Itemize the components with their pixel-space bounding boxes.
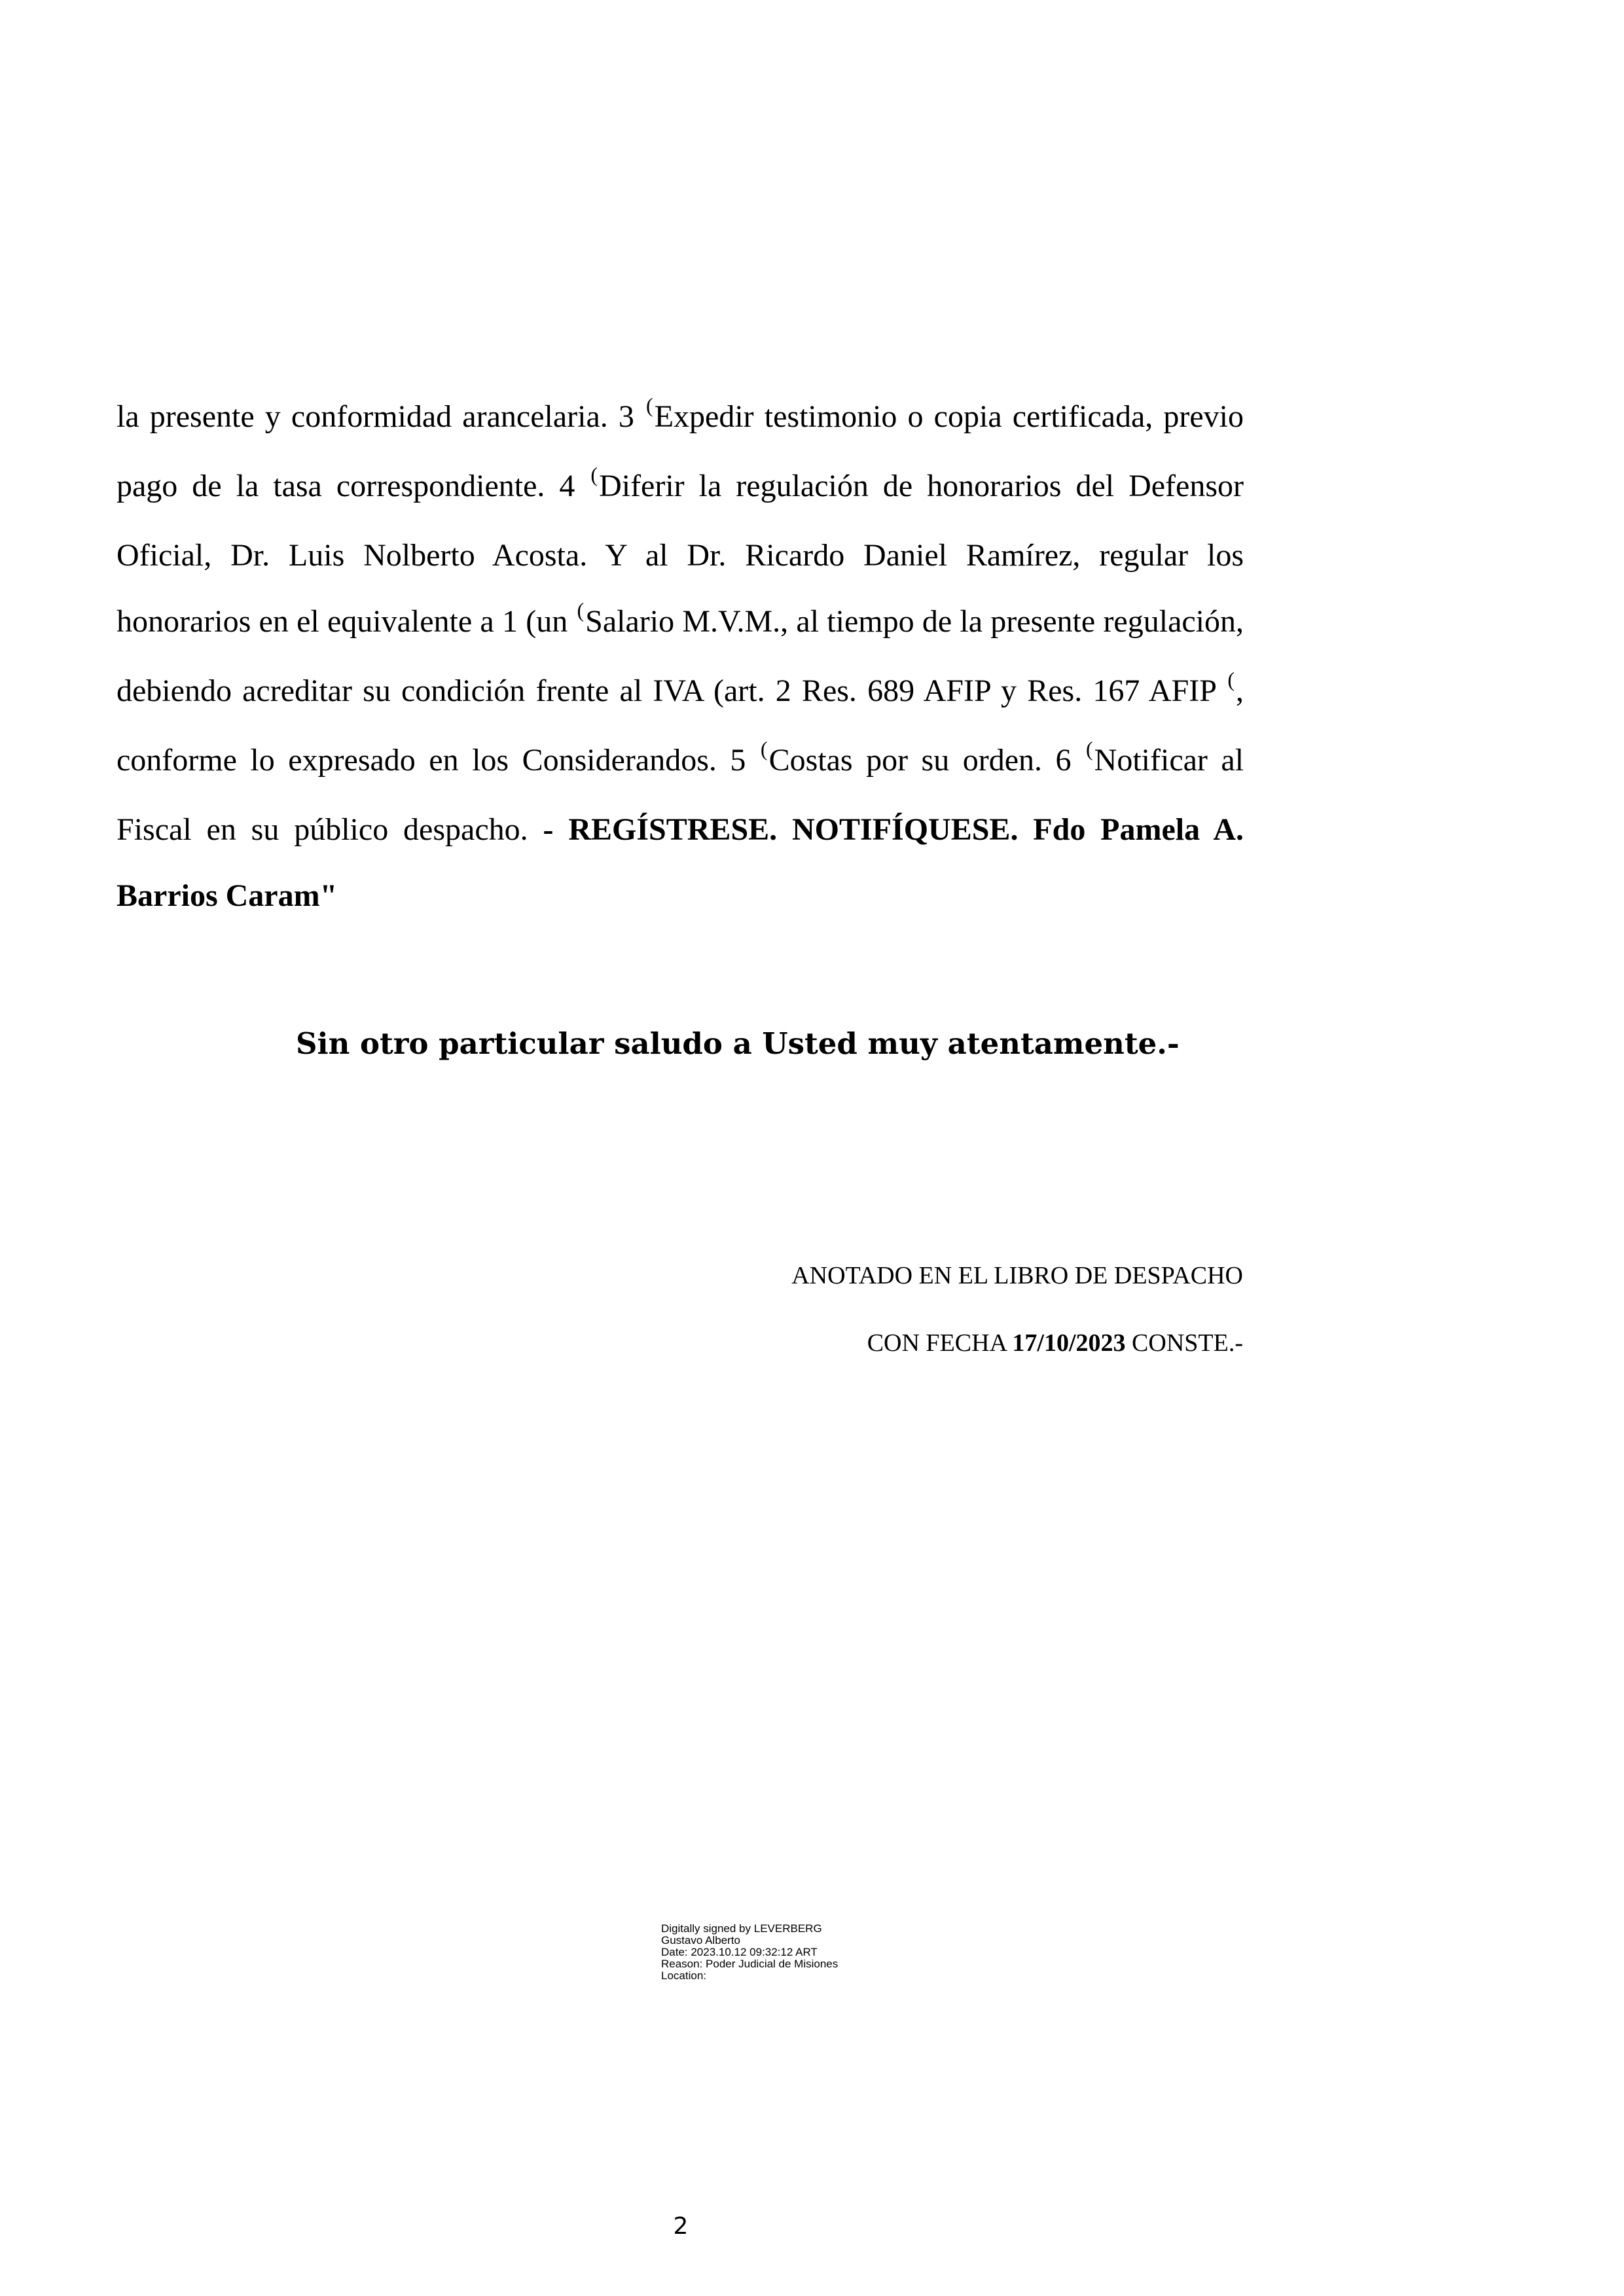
- paren-mark: (: [590, 463, 598, 486]
- resolution-paragraph: [117, 384, 1244, 929]
- annotation-line-2: [867, 1327, 1243, 1359]
- paren-mark: (: [760, 737, 768, 761]
- paren-mark: (: [577, 598, 585, 622]
- annotation-date: 17/10/2023: [1012, 1329, 1126, 1357]
- paren-mark: (: [1086, 737, 1093, 761]
- closing-salutation: Sin otro particular saludo a Usted muy atentamente.-: [296, 1026, 1180, 1061]
- signature-line: Digitally signed by LEVERBERG: [661, 1922, 822, 1935]
- text-segment: Costas por su orden. 6: [768, 743, 1072, 778]
- signature-line: Gustavo Alberto: [661, 1934, 740, 1946]
- page-number: 2: [673, 2213, 689, 2240]
- annotation-line-1: ANOTADO EN EL LIBRO DE DESPACHO: [791, 1262, 1243, 1289]
- paren-mark: (: [646, 393, 653, 417]
- text-segment: Notificar al Fiscal en su público despacho.: [117, 743, 1244, 847]
- text-segment: Expedir testimonio o copia certificada, previo pago de la tasa correspondiente. 4: [117, 399, 1244, 503]
- text-segment: la presente y conformidad arancelaria. 3: [117, 399, 634, 434]
- text-segment: Diferir la regulación de honorarios del Defensor Oficial, Dr. Luis Nolberto Acosta. Y al Dr. Ricardo Daniel Ramírez, regular los honorarios en el equivalente a 1 (un: [117, 469, 1244, 639]
- annotation-suffix: CONSTE.-: [1132, 1329, 1243, 1357]
- text-segment: Salario M.V.M., al tiempo de la presente regulación, debiendo acreditar su condición frente al IVA (art. 2 Res. 689 AFIP y Res. 167 AFIP: [117, 604, 1244, 708]
- annotation-prefix: CON FECHA: [867, 1329, 1006, 1357]
- digital-signature-block: [661, 1923, 838, 1982]
- signature-line: Location:: [661, 1969, 706, 1982]
- signature-line: Reason: Poder Judicial de Misiones: [661, 1958, 839, 1970]
- text-segment: , conforme lo expresado en los Considerandos. 5: [117, 673, 1244, 778]
- paren-mark: (: [1227, 668, 1235, 691]
- bold-register-notify: - REGÍSTRESE. NOTIFÍQUESE. Fdo Pamela A. Barrios Caram": [117, 812, 1244, 913]
- signature-line: Date: 2023.10.12 09:32:12 ART: [661, 1946, 818, 1958]
